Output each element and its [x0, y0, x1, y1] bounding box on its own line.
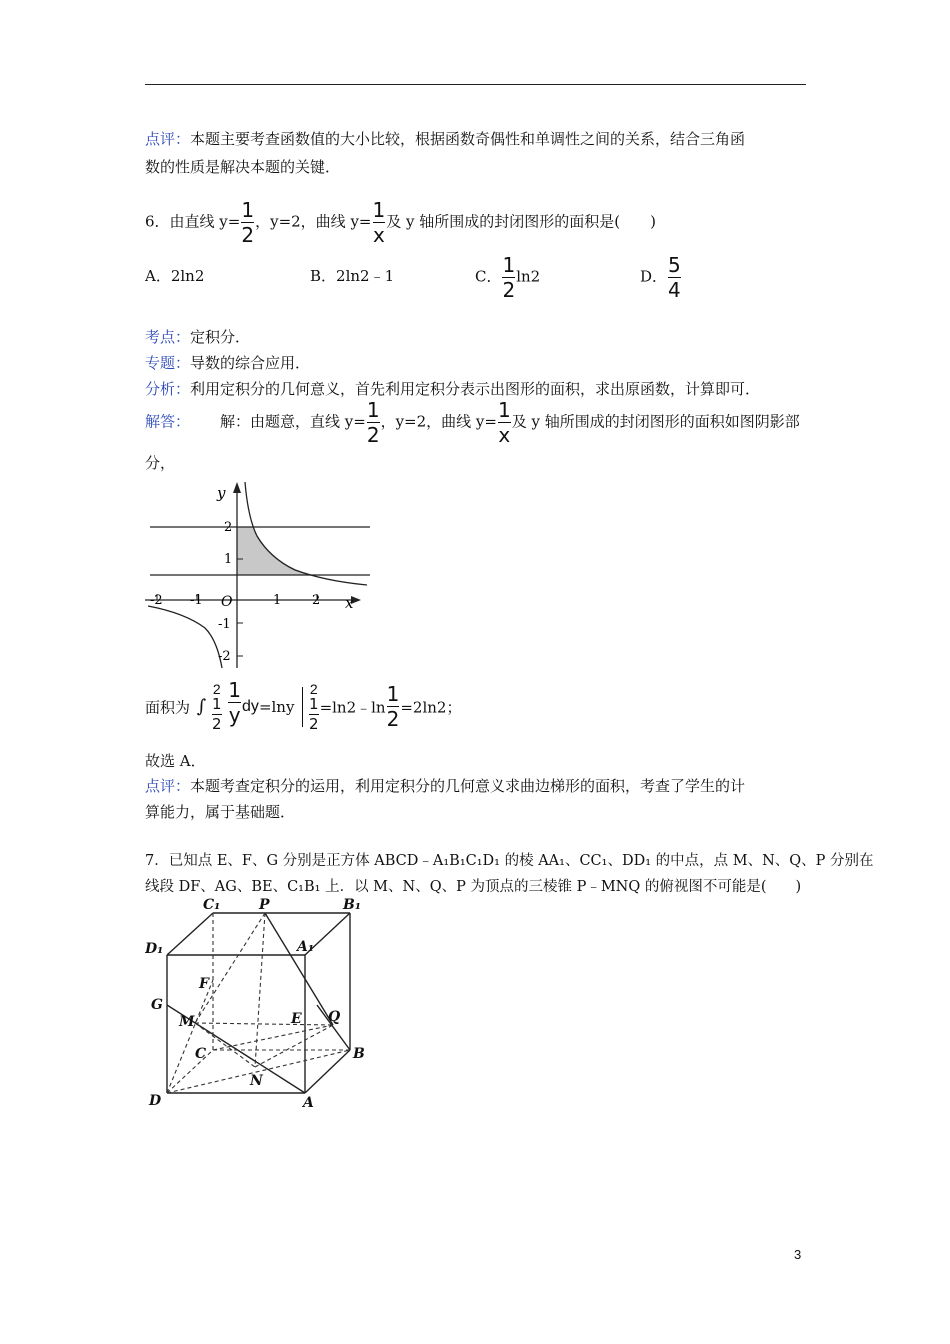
- y-axis-arrow: [233, 482, 241, 493]
- option-c-fraction: $\frac{1}{2}$: [502, 253, 516, 302]
- comment2-line1: [145, 775, 745, 796]
- label-b1: B₁: [343, 897, 361, 913]
- kaodian-line: [145, 326, 250, 347]
- integral-expression: 面积为 ∫ 2 1 2 $\frac{1}{y}$ dy=lny 2 1 2 =ln2﹣ln $\frac{1}{2}$ =2ln2；: [145, 678, 462, 733]
- zhuanti-line: [145, 352, 310, 373]
- header-rule: [145, 84, 806, 85]
- fenxi-text: 利用定积分的几何意义，首先利用定积分表示出图形的面积，求出原函数，计算即可．: [190, 380, 761, 398]
- q6-mid: ，y=2，曲线 y=: [255, 212, 372, 231]
- hyperbola-branch-left: [148, 606, 222, 668]
- ln-fraction: $\frac{1}{2}$: [386, 682, 400, 732]
- integral-limits: 2 1 2: [211, 681, 222, 733]
- label-e: E: [291, 1011, 302, 1027]
- x-axis-label: x: [345, 594, 354, 612]
- y-tick-neg2: -2: [218, 649, 231, 664]
- option-b: B．2ln2﹣1: [310, 267, 395, 285]
- fenxi-tag: 分析：: [145, 380, 191, 398]
- x-tick-1: 1: [273, 593, 282, 608]
- label-g: G: [151, 997, 163, 1013]
- comment-text: 本题主要考查函数值的大小比较，根据函数奇偶性和单调性之间的关系，结合三角函: [190, 130, 746, 148]
- y-tick-2: 2: [224, 520, 233, 535]
- origin-label: O: [221, 594, 233, 610]
- question-7-line1: 7．已知点 E、F、G 分别是正方体 ABCD﹣A₁B₁C₁D₁ 的棱 AA₁、CC₁、DD₁ 的中点，点 M、N、Q、P 分别在: [145, 853, 874, 869]
- label-c: C: [195, 1046, 207, 1062]
- fenxi-line: [145, 378, 760, 399]
- x-tick-2: 2: [312, 593, 321, 608]
- jieda-fraction-x: $\frac{1}{x}$: [497, 398, 511, 447]
- fraction-one-half: $\frac{1}{2}$: [241, 198, 255, 247]
- comment2-line2: 算能力，属于基础题．: [145, 803, 296, 821]
- label-c1: C₁: [203, 897, 221, 913]
- kaodian-tag: 考点：: [145, 328, 191, 346]
- comment2-tag: 点评：: [145, 777, 191, 795]
- label-d: D: [149, 1093, 162, 1109]
- answer-line: 故选 A．: [145, 752, 206, 770]
- hyperbola-graph: [145, 478, 375, 673]
- label-q: Q: [328, 1009, 341, 1025]
- fraction-one-over-x: $\frac{1}{x}$: [372, 198, 386, 247]
- cube-figure: [145, 895, 375, 1115]
- option-c: C． $\frac{1}{2}$ ln2: [475, 253, 541, 302]
- label-n: N: [250, 1073, 263, 1089]
- x-tick-neg2: -2: [150, 593, 163, 608]
- label-a: A: [303, 1095, 314, 1111]
- jieda-tag: 解答：: [145, 412, 191, 431]
- label-f: F: [199, 976, 209, 992]
- x-tick-neg1: -1: [190, 593, 203, 608]
- evaluation-limits: 2 1 2: [309, 681, 319, 733]
- option-a: A．2ln2: [145, 267, 205, 285]
- zhuanti-text: 导数的综合应用．: [190, 354, 311, 372]
- question-7-line2: 线段 DF、AG、BE、C₁B₁ 上．以 M、N、Q、P 为顶点的三棱锥 P﹣MNQ 的俯视图不可能是( ): [145, 879, 802, 895]
- label-p: P: [259, 897, 270, 913]
- comment1-line2: 数的性质是解决本题的关键．: [145, 158, 341, 176]
- jieda-fraction-half: $\frac{1}{2}$: [366, 398, 380, 447]
- integral-sign: ∫: [196, 696, 207, 718]
- comment-tag: 点评：: [145, 130, 191, 148]
- label-m: M: [179, 1014, 195, 1030]
- q6-prefix: 6．由直线 y=: [145, 212, 241, 231]
- label-d1: D₁: [145, 941, 164, 957]
- page-number: 3: [794, 1247, 802, 1262]
- shaded-area: [237, 527, 314, 575]
- zhuanti-tag: 专题：: [145, 354, 191, 372]
- y-axis-label: y: [217, 484, 226, 502]
- y-tick-1: 1: [224, 552, 233, 567]
- jieda-line2: 分，: [145, 454, 176, 472]
- integrand-fraction: $\frac{1}{y}$: [228, 678, 242, 728]
- option-d: D． $\frac{5}{4}$: [640, 253, 681, 302]
- question-6: [145, 200, 656, 245]
- y-tick-neg1: -1: [218, 617, 231, 632]
- label-b: B: [353, 1046, 365, 1062]
- jieda-line: 解答： 解：由题意，直线 y= $\frac{1}{2}$ ，y=2，曲线 y= $\frac{1}{x}$ 及 y 轴所围成的封闭图形的面积如图阴影部: [145, 398, 800, 447]
- q6-suffix: 及 y 轴所围成的封闭图形的面积是( ): [386, 212, 656, 231]
- label-a1: A₁: [297, 939, 314, 955]
- comment2-text: 本题考查定积分的运用，利用定积分的几何意义求曲边梯形的面积，考查了学生的计: [190, 777, 746, 795]
- kaodian-text: 定积分．: [190, 328, 251, 346]
- comment1-line1: [145, 128, 745, 149]
- option-d-fraction: $\frac{5}{4}$: [668, 253, 681, 302]
- integral-prefix: 面积为: [145, 698, 191, 717]
